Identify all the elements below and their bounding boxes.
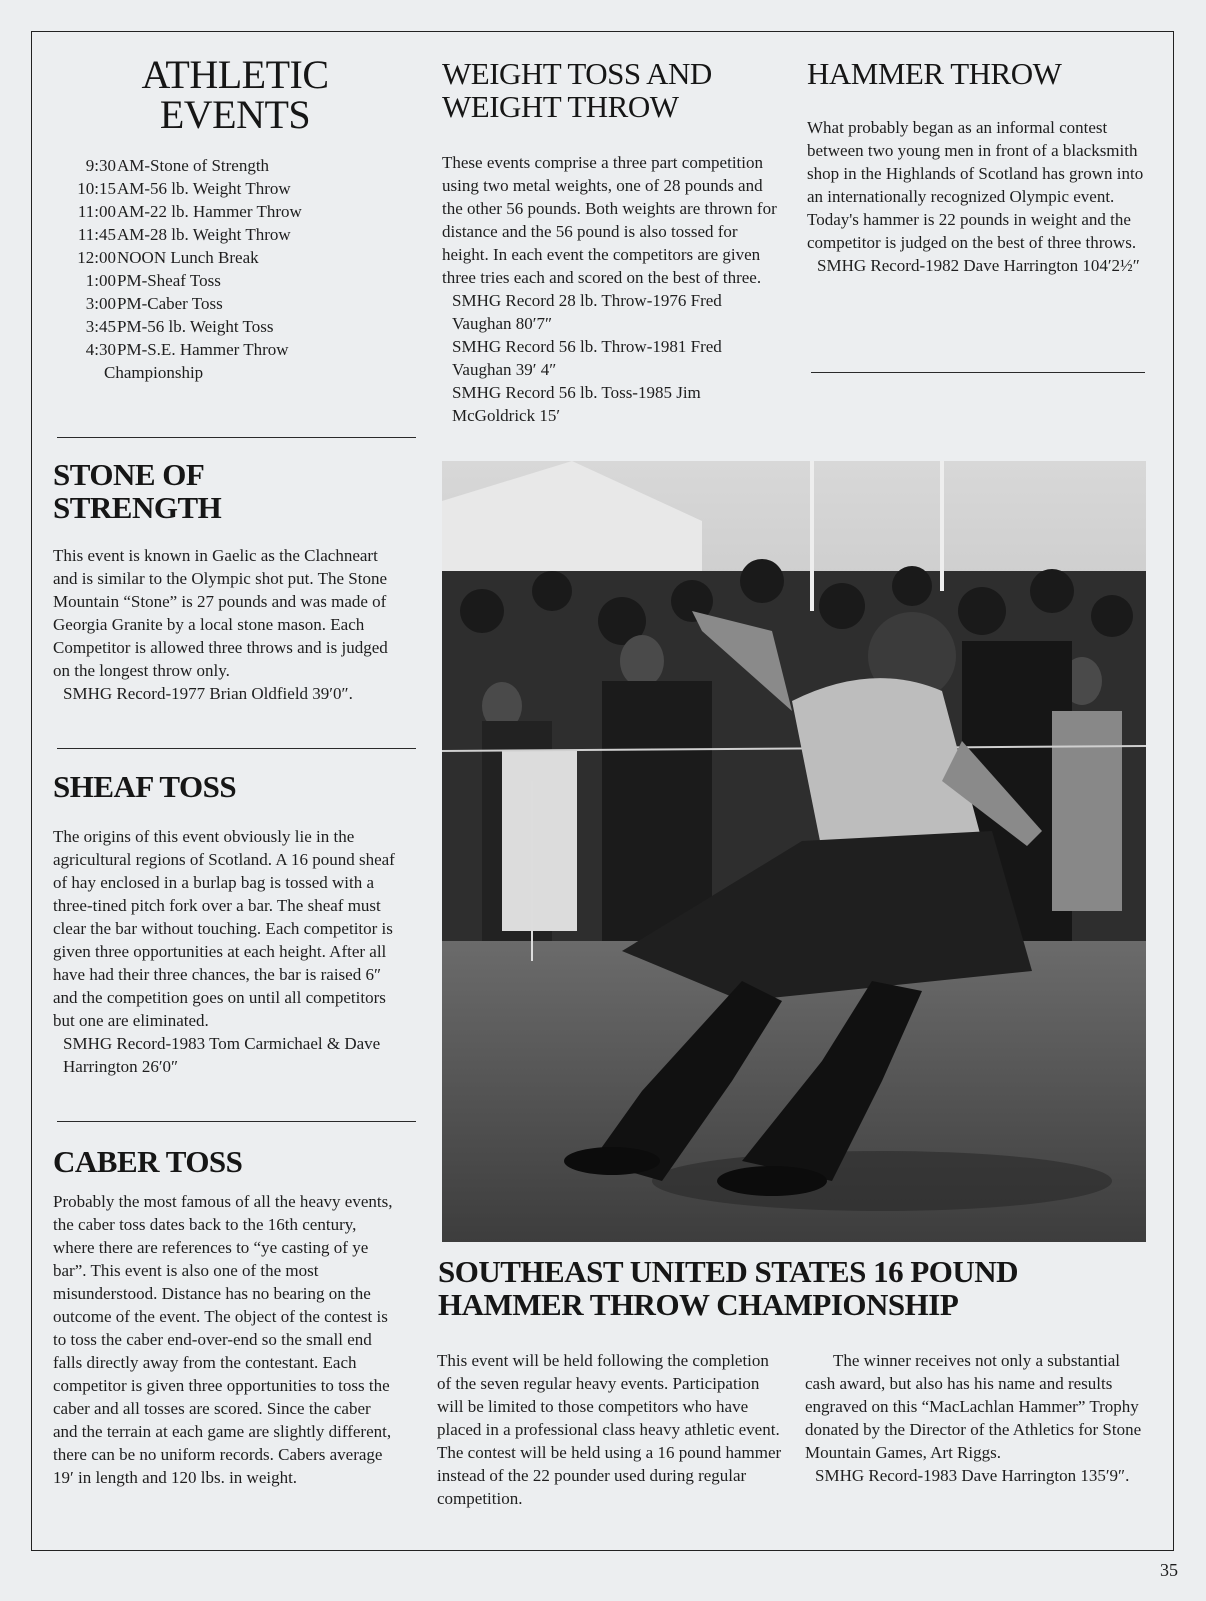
- schedule-item: [52, 315, 412, 338]
- schedule-item: [52, 200, 412, 223]
- page-number: 35: [1160, 1560, 1178, 1580]
- schedule-event: PM-S.E. Hammer Throw: [117, 340, 289, 359]
- championship-left-column: [437, 1349, 782, 1510]
- divider: [57, 437, 416, 438]
- divider: [57, 748, 416, 749]
- championship-heading: [438, 1255, 1158, 1321]
- weight-toss-section: [442, 57, 792, 427]
- schedule-event: AM-28 lb. Weight Throw: [117, 225, 291, 244]
- hammer-thrower-photo: [442, 461, 1146, 1242]
- sheaf-toss-record: SMHG Record-1983 Tom Carmichael & Dave Harrington 26′0″: [63, 1034, 381, 1076]
- sheaf-toss-text: The origins of this event obviously lie in the agricultural regions of Scotland. A 16 pound sheaf of hay enclosed in a burlap bag is tossed with a three-tined pitch fork over a bar. The sheaf must clear the bar without touching. Each competitor is given three opportunities at each height. After all have had their three chances, the bar is raised 6″ and the competition goes on until all competitors but one are eliminated.: [53, 827, 395, 1030]
- weight-toss-text: These events comprise a three part competition using two metal weights, one of 28 pounds and the other 56 pounds. Both weights are thrown for distance and the 56 pound is also tossed for height. In each event the competitors are given three tries each and scored on the best of three.: [442, 153, 777, 287]
- championship-right-column: [805, 1349, 1150, 1487]
- sheaf-toss-section: [53, 770, 413, 1078]
- schedule-item: [52, 246, 412, 269]
- schedule-item: [52, 292, 412, 315]
- athletic-events-title-line1: ATHLETIC: [141, 52, 329, 97]
- schedule-time: 3:45: [85, 317, 116, 336]
- championship-text-right: The winner receives not only a substantial cash award, but also has his name and results engraved on this “MacLachlan Hammer” Trophy donated by the Director of the Athletics for Stone Mountain Games, Art Riggs.: [805, 1351, 1142, 1462]
- stone-of-strength-title-line2: STRENGTH: [53, 490, 222, 525]
- schedule-item: [52, 338, 412, 361]
- caber-toss-text: Probably the most famous of all the heavy events, the caber toss dates back to the 16th century, where there are references to “ye casting of ye bar”. This event is also one of the most misunderstood. Distance has no bearing on the outcome of the event. The object of the contest is to toss the caber end-over-end so the small end falls directly away from the contestant. Each competitor is given three opportunities to toss the caber and all tosses are scored. Since the caber and the terrain at each game are slightly different, there can be no uniform records. Cabers average 19′ in length and 120 lbs. in weight.: [53, 1192, 393, 1487]
- athletic-events-heading: [55, 52, 415, 137]
- hammer-throw-title: HAMMER THROW: [807, 56, 1062, 91]
- championship-title-line1: SOUTHEAST UNITED STATES 16 POUND: [438, 1254, 1019, 1289]
- schedule-item: [52, 154, 412, 177]
- weight-toss-title-line1: WEIGHT TOSS AND: [442, 56, 712, 91]
- schedule-time: 11:45: [77, 225, 116, 244]
- stone-of-strength-text: This event is known in Gaelic as the Clachneart and is similar to the Olympic shot put. The Stone Mountain “Stone” is 27 pounds and was made of Georgia Granite by a local stone mason. Each Competitor is allowed three throws and is judged on the longest throw only.: [53, 546, 388, 680]
- weight-toss-title-line2: WEIGHT THROW: [442, 89, 679, 124]
- event-schedule: [52, 154, 412, 384]
- hammer-throw-text: What probably began as an informal contest between two young men in front of a blacksmith shop in the Highlands of Scotland has grown into an internationally recognized Olympic event. Today's hammer is 22 pounds in weight and the competitor is judged on the best of three throws.: [807, 118, 1144, 252]
- divider: [57, 1121, 416, 1122]
- schedule-item: [52, 177, 412, 200]
- schedule-event: AM-56 lb. Weight Throw: [117, 179, 291, 198]
- schedule-item: [52, 223, 412, 246]
- schedule-time: 1:00: [85, 271, 116, 290]
- divider: [811, 372, 1145, 373]
- stone-of-strength-record: SMHG Record-1977 Brian Oldfield 39′0″.: [63, 684, 353, 703]
- schedule-time: 4:30: [85, 340, 116, 359]
- championship-record: SMHG Record-1983 Dave Harrington 135′9″.: [815, 1466, 1130, 1485]
- schedule-event: NOON Lunch Break: [117, 248, 259, 267]
- caber-toss-section: [53, 1145, 413, 1489]
- photo-illustration: [442, 461, 1146, 1242]
- stone-of-strength-title-line1: STONE OF: [53, 457, 205, 492]
- schedule-event: PM-Sheaf Toss: [117, 271, 221, 290]
- championship-title-line2: HAMMER THROW CHAMPIONSHIP: [438, 1287, 959, 1322]
- hammer-throw-section: [807, 57, 1157, 277]
- championship-text-left: This event will be held following the completion of the seven regular heavy events. Participation will be limited to those competitors who have placed in a professional class heavy athletic event. The contest will be held using a 16 pound hammer instead of the 22 pounder used during regular competition.: [437, 1351, 782, 1508]
- athletic-events-title-line2: EVENTS: [159, 92, 311, 137]
- weight-record: SMHG Record 56 lb. Throw-1981 Fred Vaughan 39′ 4″: [452, 337, 722, 379]
- schedule-continuation: Championship: [104, 363, 204, 382]
- weight-record: SMHG Record 56 lb. Toss-1985 Jim McGoldrick 15′: [452, 383, 701, 425]
- stone-of-strength-section: [53, 458, 413, 705]
- schedule-event: PM-56 lb. Weight Toss: [117, 317, 274, 336]
- schedule-time: 9:30: [85, 156, 116, 175]
- hammer-throw-record: SMHG Record-1982 Dave Harrington 104′2½″: [817, 256, 1140, 275]
- schedule-time: 3:00: [85, 294, 116, 313]
- caber-toss-title: CABER TOSS: [53, 1144, 243, 1179]
- weight-records: [442, 289, 784, 427]
- schedule-time: 12:00: [77, 248, 116, 267]
- schedule-item: [52, 269, 412, 292]
- schedule-list: [52, 154, 412, 361]
- schedule-time: 10:15: [77, 179, 116, 198]
- sheaf-toss-title: SHEAF TOSS: [53, 769, 237, 804]
- schedule-event: AM-Stone of Strength: [117, 156, 270, 175]
- schedule-time: 11:00: [77, 202, 116, 221]
- schedule-event: AM-22 lb. Hammer Throw: [117, 202, 302, 221]
- weight-record: SMHG Record 28 lb. Throw-1976 Fred Vaughan 80′7″: [452, 291, 722, 333]
- schedule-event: PM-Caber Toss: [117, 294, 223, 313]
